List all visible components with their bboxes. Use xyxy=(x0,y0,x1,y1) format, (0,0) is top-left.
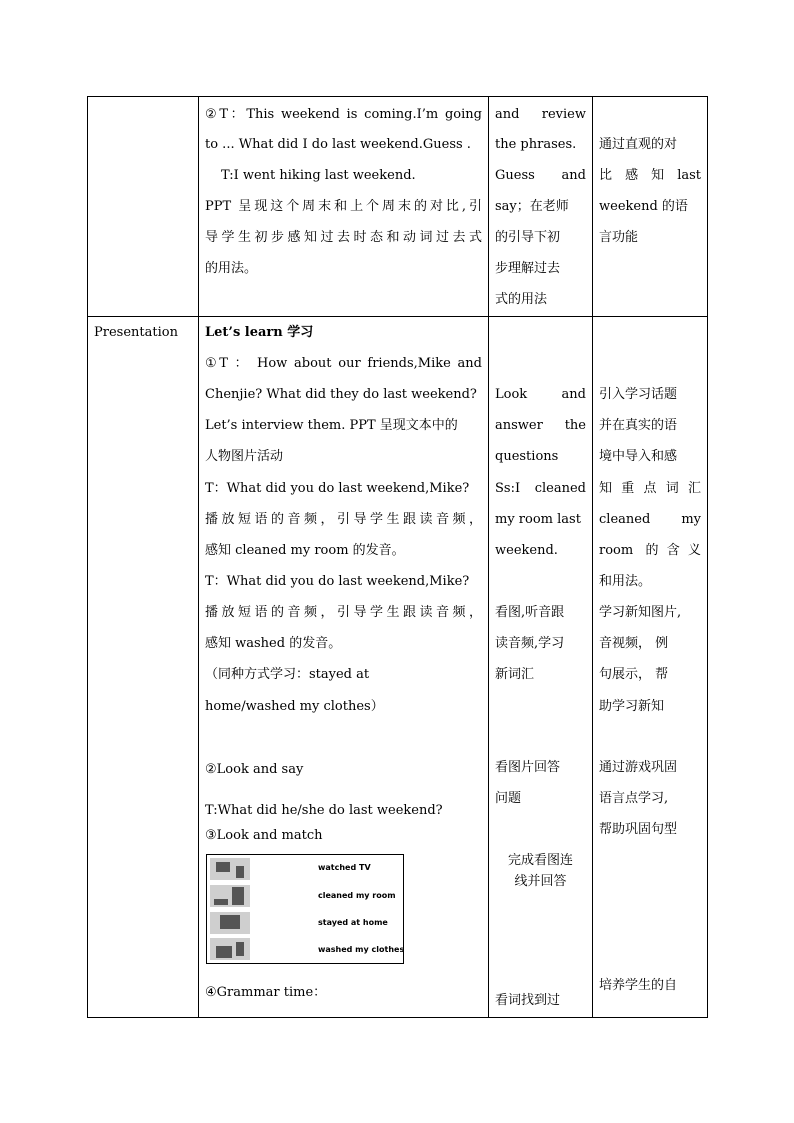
text-line: Let’s interview them. PPT 呈现文本中的 xyxy=(205,418,458,433)
text-line: 引入学习话题 xyxy=(599,387,678,402)
text-line: the phrases. xyxy=(495,137,577,152)
cleaned-room-picture xyxy=(210,885,250,907)
text-line: 看图,听音跟 xyxy=(495,605,565,620)
text-line: 语言点学习, xyxy=(599,791,669,806)
text-line: 并在真实的语 xyxy=(599,418,678,433)
text-line: 读音频,学习 xyxy=(495,636,565,651)
stage-label: Presentation xyxy=(94,325,178,340)
text-line: Chenjie? What did they do last weekend? xyxy=(205,387,477,402)
student-activity-cell xyxy=(489,97,593,317)
text-line: 助学习新知 xyxy=(599,699,665,714)
text-line: my room last xyxy=(495,512,581,527)
text-line: 言功能 xyxy=(599,230,639,245)
watched-tv-picture xyxy=(210,858,250,880)
text-line: 步理解过去 xyxy=(495,261,561,276)
table-row xyxy=(88,97,708,317)
text-line: cleaned my xyxy=(599,512,701,527)
look-and-match-image xyxy=(206,854,404,964)
text-line: 知重点词汇 xyxy=(599,481,701,496)
teacher-activity-cell xyxy=(199,317,489,1018)
text-line: 看图片回答 xyxy=(495,760,561,775)
stage-cell xyxy=(88,97,199,317)
text-line: PPT 呈现这个周末和上个周末的对比,引 xyxy=(205,199,482,214)
table-row xyxy=(88,317,708,1018)
text-line: home/washed my clothes） xyxy=(205,699,384,714)
text-line: weekend. xyxy=(495,543,558,558)
text-line: 的用法。 xyxy=(205,261,258,276)
stage-cell xyxy=(88,317,199,1018)
text-line: room 的含义 xyxy=(599,543,701,558)
section-heading: Let’s learn 学习 xyxy=(205,325,314,340)
text-line: T:I went hiking last weekend. xyxy=(221,168,416,183)
text-line: Look and xyxy=(495,387,586,402)
text-line: 导学生初步感知过去时态和动词过去式 xyxy=(205,230,482,245)
text-line: 境中导入和感 xyxy=(599,449,678,464)
text-line: to ... What did I do last weekend.Guess . xyxy=(205,137,471,152)
text-line: 新词汇 xyxy=(495,667,535,682)
text-line: （同种方式学习：stayed at xyxy=(205,667,370,682)
text-line: 学习新知图片, xyxy=(599,605,682,620)
text-line: 看词找到过 xyxy=(495,993,561,1008)
text-line: Guess and xyxy=(495,168,586,183)
text-line: 音视频， 例 xyxy=(599,636,669,651)
text-line: 感知 washed 的发音。 xyxy=(205,636,342,651)
student-activity-cell xyxy=(489,317,593,1018)
text-line: 播放短语的音频，引导学生跟读音频， xyxy=(205,512,482,527)
text-line: answer the xyxy=(495,418,586,433)
text-line: T：What did you do last weekend,Mike? xyxy=(205,574,470,589)
text-line: and review xyxy=(495,107,586,122)
text-line: ②T：This weekend is coming.I’m going xyxy=(205,107,482,122)
text-line: 帮助巩固句型 xyxy=(599,822,678,837)
text-line: 比 感 知 last xyxy=(599,168,701,183)
text-line: ②Look and say xyxy=(205,762,304,777)
text-line: 人物图片活动 xyxy=(205,449,284,464)
match-label: cleaned my room xyxy=(318,891,396,900)
text-line: 句展示， 帮 xyxy=(599,667,669,682)
text-line: 通过直观的对 xyxy=(599,137,678,152)
text-line: ③Look and match xyxy=(205,828,323,843)
text-line: ①T ： How about our friends,Mike and xyxy=(205,356,482,371)
match-label: stayed at home xyxy=(318,918,388,927)
text-line: T：What did you do last weekend,Mike? xyxy=(205,481,470,496)
text-line: 培养学生的自 xyxy=(599,978,678,993)
stayed-home-picture xyxy=(210,912,250,934)
text-line: 通过游戏巩固 xyxy=(599,760,678,775)
text-line: weekend 的语 xyxy=(599,199,688,214)
text-line: 完成看图连 xyxy=(507,853,573,868)
lesson-plan-table xyxy=(87,96,708,1018)
match-label: watched TV xyxy=(318,863,371,872)
text-line: 问题 xyxy=(495,791,522,806)
washed-clothes-picture xyxy=(210,938,250,960)
purpose-cell xyxy=(593,97,708,317)
text-line: ④Grammar time： xyxy=(205,985,327,1000)
teacher-activity-cell xyxy=(199,97,489,317)
text-line: T:What did he/she do last weekend? xyxy=(205,803,443,818)
text-line: say；在老师 xyxy=(495,199,569,214)
text-line: 感知 cleaned my room 的发音。 xyxy=(205,543,405,558)
text-line: questions xyxy=(495,449,559,464)
text-line: Ss:I cleaned xyxy=(495,481,586,496)
match-label: washed my clothes xyxy=(318,945,405,954)
text-line: 和用法。 xyxy=(599,574,652,589)
text-line: 式的用法 xyxy=(495,292,548,307)
text-line: 播放短语的音频，引导学生跟读音频， xyxy=(205,605,482,620)
text-line: 的引导下初 xyxy=(495,230,561,245)
purpose-cell xyxy=(593,317,708,1018)
text-line: 线并回答 xyxy=(514,874,567,889)
